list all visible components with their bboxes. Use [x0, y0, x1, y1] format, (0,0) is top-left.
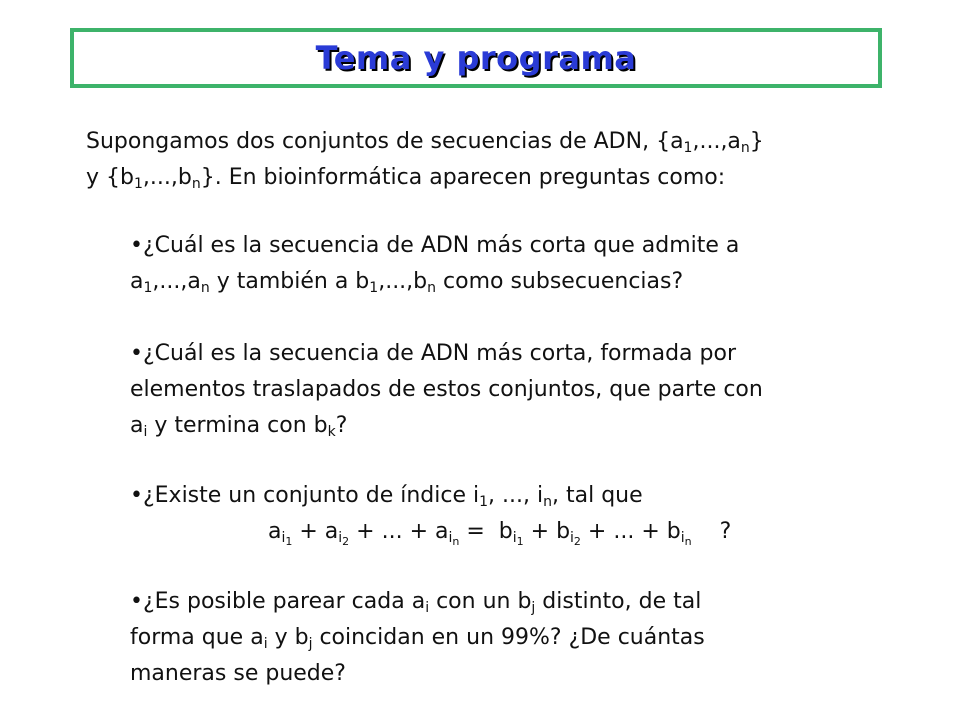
bullet-index-set: [130, 478, 930, 550]
bullet-text: y termina con b: [147, 413, 328, 438]
subscript: i: [263, 636, 268, 652]
bullet-text: ,...,b: [378, 269, 428, 294]
bullet-shortest-supersequence: [130, 228, 930, 300]
intro-text: }: [749, 129, 764, 154]
bullet-text: ?: [335, 413, 348, 438]
subscript: n: [543, 494, 552, 510]
bullet-text: forma que a: [130, 625, 264, 650]
intro-text: ,...,b: [142, 165, 192, 190]
subscript: 1: [369, 280, 379, 296]
intro-paragraph: [86, 124, 906, 196]
subscript: k: [327, 424, 336, 440]
bullet-text: maneras se puede?: [130, 661, 346, 686]
intro-text: y {b: [86, 165, 134, 190]
subscript: j: [308, 636, 313, 652]
bullet-pairing: [130, 584, 930, 692]
bullet-text: a: [130, 269, 144, 294]
intro-text: Supongamos dos conjuntos de secuencias de ADN, {a: [86, 129, 684, 154]
bullet-text: elementos traslapados de estos conjuntos, que parte con: [130, 377, 763, 402]
equation: $a_{i_1} + a_{i_2}$ + ... + $a_{i_n} = b_{i_1} + b_{i_2}$ + ... + $b_{i_n}$ ?: [130, 514, 930, 550]
subscript: n: [740, 140, 750, 156]
bullet-text: distinto, de tal: [535, 589, 702, 614]
question-mark: ?: [719, 519, 732, 544]
subscript: 1: [479, 494, 489, 510]
bullet-text: a: [130, 413, 144, 438]
bullet-text: ,...,a: [152, 269, 201, 294]
subscript: j: [531, 600, 536, 616]
subscript: i: [425, 600, 430, 616]
bullet-text: •¿Cuál es la secuencia de ADN más corta, formada por: [130, 341, 736, 366]
subscript: 1: [683, 140, 693, 156]
bullet-text: como subsecuencias?: [436, 269, 684, 294]
bullet-overlap-sequence: [130, 336, 930, 444]
bullet-text: , ..., i: [488, 483, 544, 508]
subscript: n: [427, 280, 437, 296]
subscript: i: [143, 424, 148, 440]
bullet-text: •¿Cuál es la secuencia de ADN más corta que admite a: [130, 233, 740, 258]
intro-text: ,...,a: [692, 129, 741, 154]
bullet-text: y también a b: [209, 269, 370, 294]
title-box: [70, 28, 882, 88]
bullet-text: con un b: [429, 589, 532, 614]
subscript: 1: [143, 280, 153, 296]
bullet-text: •¿Es posible parear cada a: [130, 589, 426, 614]
bullet-text: , tal que: [552, 483, 643, 508]
bullet-text: y b: [267, 625, 309, 650]
intro-text: }. En bioinformática aparecen preguntas como:: [200, 165, 726, 190]
subscript: n: [200, 280, 210, 296]
bullet-text: coincidan en un 99%? ¿De cuántas: [312, 625, 705, 650]
subscript: n: [191, 176, 201, 192]
page-title: Tema y programa: [315, 39, 637, 77]
bullet-text: •¿Existe un conjunto de índice i: [130, 483, 480, 508]
subscript: 1: [133, 176, 143, 192]
